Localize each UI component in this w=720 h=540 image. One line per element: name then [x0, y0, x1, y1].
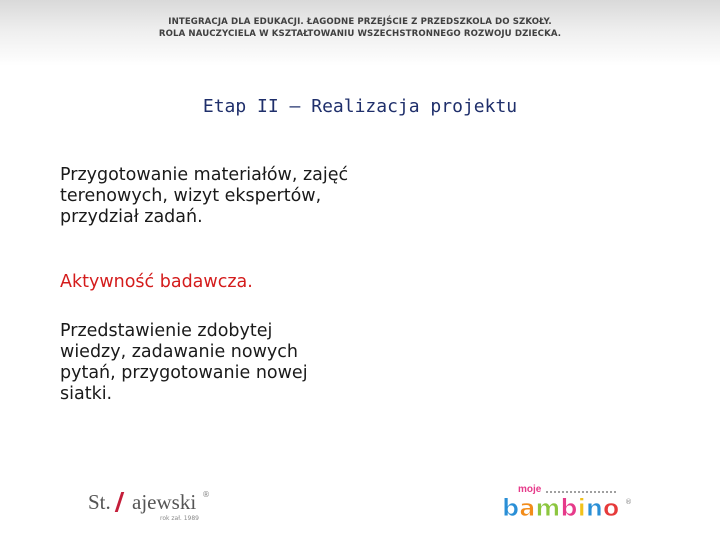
paragraph-line: Przedstawienie zdobytej: [60, 321, 273, 341]
paragraph-presentation: [60, 321, 308, 405]
paragraph-line: siatki.: [60, 384, 113, 404]
paragraph-line: wiedzy, zadawanie nowych: [60, 342, 298, 362]
logo-dotted-line: [546, 491, 616, 493]
header-band: [0, 0, 720, 66]
logo-name-text: ajewski: [132, 490, 197, 514]
paragraph-research-activity: [60, 272, 253, 293]
header-title: [120, 16, 600, 40]
logo-subtitle: rok zał. 1989: [160, 515, 200, 522]
moje-bambino-logo: [502, 484, 634, 526]
logo-bambino-letter: b: [502, 494, 520, 522]
paragraph-line: Aktywność badawcza.: [60, 272, 253, 292]
logo-st-text: St.: [88, 490, 111, 514]
logo-bambino-letter: m: [535, 494, 561, 522]
slide-title: Etap II – Realizacja projektu: [202, 96, 518, 117]
stmajewski-logo: [88, 488, 218, 524]
paragraph-line: Przygotowanie materiałów, zajęć: [60, 165, 349, 185]
logo-bambino-letter: n: [585, 494, 603, 522]
logo-bambino-letter: b: [560, 494, 578, 522]
paragraph-line: terenowych, wizyt ekspertów,: [60, 186, 322, 206]
header-line-1: INTEGRACJA DLA EDUKACJI. ŁAGODNE PRZEJŚCIE Z PRZEDSZKOLA DO SZKOŁY.: [168, 17, 552, 27]
paragraph-preparation: [60, 165, 348, 228]
registered-mark: ®: [202, 490, 210, 499]
logo-bambino-letter: o: [602, 494, 620, 522]
registered-mark: ®: [625, 498, 632, 506]
logo-moje-text: moje: [518, 484, 542, 495]
paragraph-line: przydział zadań.: [60, 207, 203, 227]
header-line-2: ROLA NAUCZYCIELA W KSZTAŁTOWANIU WSZECHSTRONNEGO ROZWOJU DZIECKA.: [158, 29, 562, 39]
paragraph-line: pytań, przygotowanie nowej: [60, 363, 308, 383]
logo-bambino-letter: i: [577, 494, 586, 522]
logo-bambino-letter: a: [519, 494, 536, 522]
logo-bambino-wordmark: [502, 494, 619, 522]
